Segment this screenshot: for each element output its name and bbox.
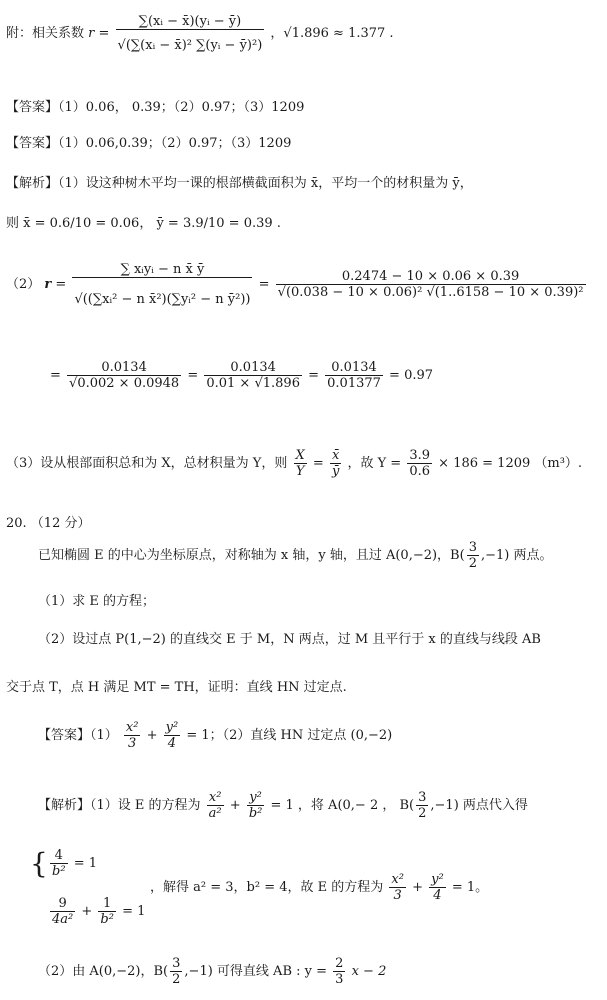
frac-den: 0.01377: [327, 376, 381, 391]
frac-den: 2: [468, 556, 477, 571]
eq1-rhs: = 1: [73, 856, 97, 871]
r-numerator: ∑(xᵢ − x̄)(yᵢ − ȳ): [138, 14, 242, 29]
frac-num: y²: [249, 790, 262, 805]
frac-den: b²: [100, 912, 114, 927]
plus-sign: +: [146, 728, 158, 743]
system-end: = 1。: [451, 880, 489, 895]
frac-num: 1: [103, 896, 112, 911]
system-eq2: $\frac{9}{\text{4a²}}$ + $\frac{1}{\text{b²}}$ = 1: [52, 896, 146, 927]
answer20-lead: 【答案】（1）: [38, 728, 118, 743]
frac-den: b²: [52, 864, 66, 879]
answer20-tail: = 1；（2）直线 HN 过定点 (0,−2): [186, 728, 393, 743]
r-denominator: √(∑(xᵢ − x̄)² ∑(yᵢ − ȳ)²): [116, 29, 265, 53]
system-eq1: [48, 848, 97, 879]
analysis-intro: 【解析】（1）设这种树木平均一课的根部横截面积为 x̄，平均一个的材积量为 ȳ，: [6, 176, 473, 191]
appendix-lead: 附：相关系数: [6, 26, 85, 41]
r-left-num: ∑ xᵢyᵢ − n x̄ ȳ: [120, 262, 205, 277]
analysis-calc: 则 x̄ = 0.6/10 = 0.06， ȳ = 3.9/10 = 0.39 .: [6, 216, 281, 231]
r-mid-num: 0.2474 − 10 × 0.06 × 0.39: [341, 269, 520, 284]
appendix-formula: 附：相关系数 r = $\frac{\text{∑(xᵢ − x̄)(yᵢ − ȳ)}}{\text{√(∑(xᵢ − x̄)² ∑(yᵢ − ȳ)²)}}$ ，√1.896 ≈ 1.377 .: [6, 14, 394, 53]
frac-num: 9: [58, 896, 67, 911]
frac-num: 3.9: [409, 448, 431, 463]
frac-num: 0.0134: [331, 360, 377, 375]
frac-den: 0.01 × √1.896: [206, 376, 300, 391]
q20-q2-b: 交于点 T，点 H 满足 MT = TH，证明：直线 HN 过定点.: [6, 680, 347, 695]
q20-q1: （1）求 E 的方程；: [38, 594, 156, 609]
part2b-a: （2）由 A(0,−2)，B(: [38, 964, 169, 979]
frac-num: x̄: [331, 448, 340, 463]
frac-den: 4: [429, 887, 446, 903]
frac-den: 4: [164, 735, 181, 751]
part2-line2: = $\frac{0.0134}{√0.002 \times 0.0948}$ = $\frac{0.0134}{0.01 \times √1.896}$ = $\frac{0.0134}{0.01377}$ = 0.97: [50, 360, 434, 391]
frac-den: 4a²: [52, 912, 74, 927]
frac-num: X: [295, 448, 305, 463]
frac-num: 3: [172, 956, 181, 971]
appendix-tail: ，√1.896 ≈ 1.377 .: [270, 26, 394, 41]
analysis20: 【解析】（1）设 E 的方程为 $\frac{\text{x²}}{\text{a²}}$ + $\frac{\text{y²}}{\text{b²}}$ = 1 ，将 A(0,− 2 ， B( $\frac{3}{2}$ ,−1) 两点代入得: [38, 790, 528, 821]
part2-result: = 0.97: [389, 368, 434, 383]
frac-den: 2: [418, 806, 427, 821]
frac-den: 3: [124, 735, 141, 751]
analysis20-tail: ,−1) 两点代入得: [430, 798, 528, 813]
part3-text-b: ，故 Y =: [347, 456, 402, 471]
frac-den: a²: [208, 806, 222, 821]
system-after: ，解得 a² = 3，b² = 4，故 E 的方程为: [150, 880, 384, 895]
frac-num: 0.0134: [101, 360, 147, 375]
frac-num: x²: [125, 720, 139, 735]
frac-den: ȳ: [331, 464, 340, 479]
frac-num: y²: [431, 872, 444, 887]
answer-1: 【答案】（1）0.06， 0.39；（2）0.97；（3）1209: [6, 100, 305, 115]
part2b: [38, 956, 386, 987]
frac-den: 0.6: [409, 464, 431, 479]
frac-num: 3: [468, 540, 477, 555]
part3-text-c: × 186 = 1209 （m³）.: [438, 456, 583, 471]
part3-text-a: （3）设从根部面积总和为 X，总材积量为 Y，则: [6, 456, 288, 471]
frac-num: 3: [418, 790, 427, 805]
q20-stem-b: ,−1) 两点。: [480, 548, 553, 563]
analysis20-lead: 【解析】（1）设 E 的方程为: [38, 798, 201, 813]
frac-den: √0.002 × 0.0948: [69, 376, 180, 391]
frac-num: 4: [54, 848, 63, 863]
part2b-c: x − 2: [351, 964, 387, 979]
system-result: ，解得 a² = 3，b² = 4，故 E 的方程为 $\frac{\text{x²}}{3}$ + $\frac{\text{y²}}{4}$ = 1。: [150, 872, 489, 903]
frac-den: 3: [335, 972, 344, 987]
part2-label: （2）: [6, 277, 41, 292]
q20-stem-a: 已知椭圆 E 的中心为坐标原点，对称轴为 x 轴，y 轴，且过 A(0,−2)，B(: [38, 548, 465, 563]
part2-formula: （2） r = $\frac{\text{∑ xᵢyᵢ − n x̄ ȳ}}{\text{√((∑xᵢ² − n x̄²)(∑yᵢ² − n ȳ²))}}$ = $\frac{0.2474 - 10 \times 0.06 \times 0.39}{\text{√(0.038 − 10 × 0.06)² √(1..6158 − 10 × 0.39)²}}$: [6, 262, 584, 307]
system-brace: {: [30, 847, 48, 880]
eq2-rhs: = 1: [122, 904, 146, 919]
answer20: [38, 720, 392, 751]
frac-num: 2: [335, 956, 344, 971]
r-mid-den: √(0.038 − 10 × 0.06)² √(1..6158 − 10 × 0.39)²: [277, 285, 584, 300]
q20-stem: [38, 540, 552, 571]
q20-header: 20. （12 分）: [6, 516, 91, 531]
q20-q2-a: （2）设过点 P(1,−2) 的直线交 E 于 M，N 两点，过 M 且平行于 x 的直线与线段 AB: [38, 632, 541, 647]
frac-den: 2: [172, 972, 181, 987]
frac-num: y²: [165, 720, 179, 735]
frac-den: 3: [389, 887, 406, 903]
frac-den: Y: [294, 463, 307, 479]
frac-num: 0.0134: [230, 360, 276, 375]
frac-den: b²: [248, 806, 263, 821]
r-left-den: √((∑xᵢ² − n x̄²)(∑yᵢ² − n ȳ²)): [72, 277, 252, 307]
frac-num: x²: [208, 790, 222, 805]
answer-2: 【答案】（1）0.06,0.39；（2）0.97；（3）1209: [6, 136, 292, 151]
part3: （3）设从根部面积总和为 X，总材积量为 Y，则 $\frac{X}{Y}$ = $\frac{x̄}{ȳ}$ ，故 Y = $\frac{3.9}{0.6}$ × 186 = 1209 （m³）.: [6, 448, 583, 479]
analysis20-mid: = 1 ，将 A(0,− 2 ， B(: [270, 798, 415, 813]
frac-num: x²: [391, 872, 404, 887]
part2b-b: ,−1) 可得直线 AB : y =: [184, 964, 328, 979]
